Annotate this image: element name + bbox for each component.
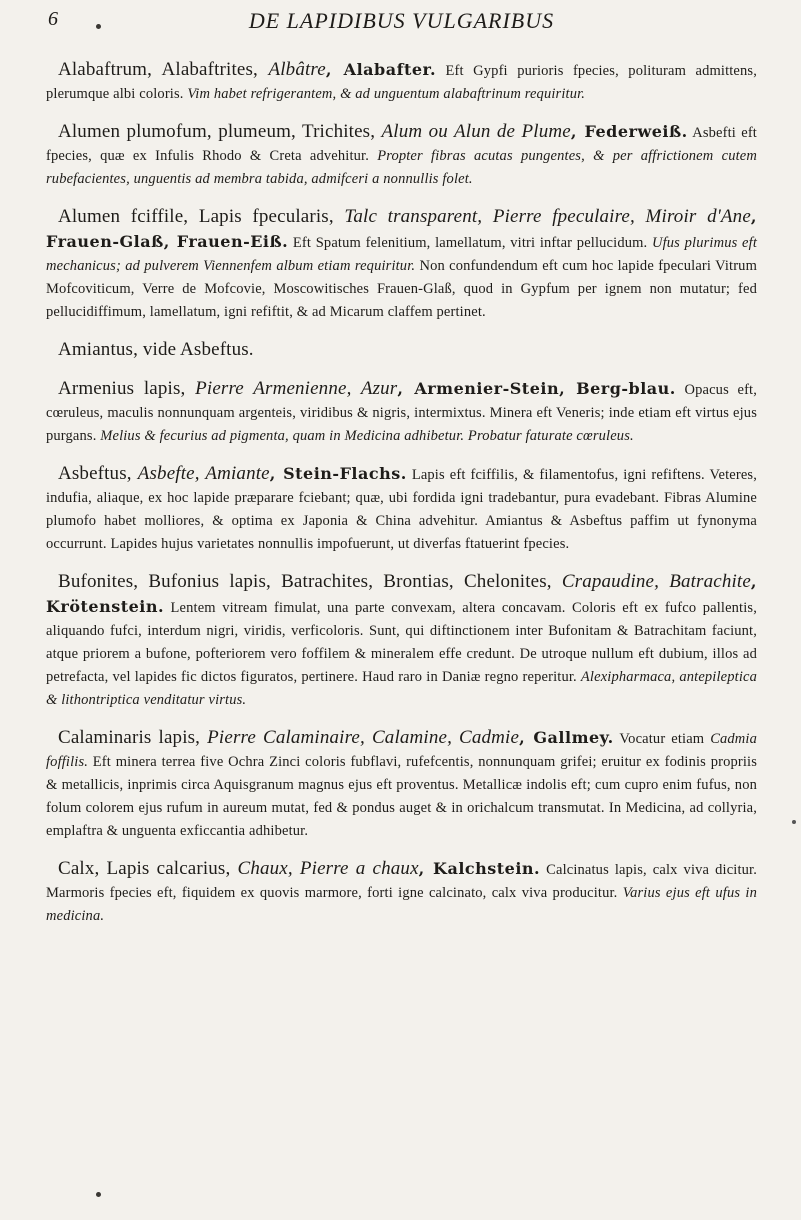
running-title: DE LAPIDIBUS VULGARIBUS [248,8,555,33]
entry-description: Eft Gypfi purioris fpecies, polituram admittens, plerumque albi coloris. [46,63,757,102]
entry-headword: Alumen fciffile, Lapis fpecularis, [58,206,345,227]
entry-german-name: , Kalchstein. [418,859,541,878]
entry-german-name: , Krötenstein. [46,572,757,616]
entry-description: Lentem vitream fimulat, una parte convexam, altera concavam. Coloris eft ex fufco pallentis, aliquando fufci, interdum nigri, viridis, verficoloris. Sunt, qui diftinctionem inter Bufonitam & Batrachitam faciunt, atque priorem a bufone, pofteriorem vero foffilem & mineralem effe credunt. De utroque nullum eft dubium, illos ad petrefacta, vel lapides fic dictos figuratos, pertinere. Haud raro in Daniæ regno reperitur. [46,600,757,685]
entry-french-name: Pierre Calaminaire, Calamine, Cadmie [207,727,520,748]
page-header [46,0,757,44]
entry-usage-note: Propter fibras acutas pungentes, & per affrictionem cutem rubefacientes, unguentis ad membra tabida, admifceri a nonnullis folet. [46,148,757,187]
dictionary-entry [46,120,757,191]
entry-description: Asbefti eft fpecies, quæ ex Infulis Rhodo & Creta advehitur. [46,125,757,164]
entry-description-continued: Non confundendum eft cum hoc lapide fpeculari Vitrum Mofcoviticum, Verre de Mofcovie, Moscowitisches Frauen-Glaß, quod in Gypfum per ignem non mutatur; fed pellucidiffimum, lamellatum, igni refiftit, & ad Micarum claffem pertinet. [46,258,757,320]
entry-description: Eft Spatum felenitium, lamellatum, vitri inftar pellucidum. [292,235,652,251]
entry-headword: Alumen plumofum, plumeum, Trichites, [58,121,382,142]
entry-french-name: Alum ou Alun de Plume [381,121,571,142]
entry-french-name: Asbefte, Amiante [137,463,270,484]
dictionary-entry [46,205,757,324]
dictionary-entry [46,338,757,363]
entry-description: Calcinatus lapis, calx viva dicitur. Marmoris fpecies eft, fiquidem ex quovis marmore, forti igne calcinato, calx viva producitur. [46,862,757,901]
entry-paragraph [46,377,757,448]
dictionary-entry [46,462,757,556]
entry-headword: Bufonites, Bufonius lapis, Batrachites, Brontias, Chelonites, [58,571,562,592]
dictionary-entry [46,857,757,928]
margin-mark [792,820,796,824]
entry-usage-note: Vim habet refrigerantem, & ad unguentum alabaftrinum requiritur. [187,86,586,102]
entry-german-name: , Gallmey. [519,728,614,747]
entry-german-name: , Stein-Flachs. [269,464,407,483]
entry-french-name: Chaux, Pierre a chaux [237,858,419,879]
dictionary-entry [46,726,757,843]
entry-paragraph [46,58,757,106]
dictionary-entry [46,570,757,712]
dictionary-entry [46,377,757,448]
entry-headword: Asbeftus, [58,463,138,484]
entry-paragraph [46,857,757,928]
entry-french-name: Talc transparent, Pierre fpeculaire, Miroir d'Ane [344,206,751,227]
entry-usage-note: Cadmia foffilis. [46,731,758,770]
entry-usage-note: Melius & fecurius ad pigmenta, quam in Medicina adhibetur. Probatur faturate cœruleus. [100,428,634,444]
entry-usage-note: Ufus plurimus eft mechanicus; ad pulverem Viennenfem album etiam requiritur. [46,235,758,274]
entry-german-name: , Frauen-Glaß, Frauen-Eiß. [46,207,757,251]
entry-usage-note: Varius ejus eft ufus in medicina. [46,885,757,924]
entry-paragraph [46,338,757,363]
entry-french-name: Crapaudine, Batrachite [561,571,751,592]
entry-description: Vocatur etiam [619,731,711,747]
entry-paragraph [46,205,757,324]
entry-headword: Amiantus, vide Asbeftus. [58,339,254,360]
entry-description-continued: Eft minera terrea five Ochra Zinci coloris fubflavi, rufefcentis, nonnunquam grifei; eruitur ex fodinis propriis & metallicis, inprimis circa Aquisgranum magnus ejus eft proventus. Metallicæ indolis eft; cum cupro enim fufus, non folum colorem ejus rufum in aureum mutat, fed & pondus auget & in orichalcum transmutat. In Medicina, ad collyria, emplaftra & unguenta exficcantia adhibetur. [46,754,757,839]
entry-headword: Calx, Lapis calcarius, [58,858,238,879]
entry-headword: Alabaftrum, Alabaftrites, [58,59,269,80]
entry-headword: Armenius lapis, [58,378,196,399]
entry-paragraph [46,726,757,843]
entry-german-name: , Alabafter. [325,60,437,79]
entry-paragraph [46,120,757,191]
page-number: 6 [48,8,59,30]
entry-description: Lapis eft fciffilis, & filamentofus, igni refiftens. Veteres, indufia, aliaque, ex hoc lapide præparare fciebant; quæ, ubi fordida igni tradebantur, pura evadebant. Fibras Alumine plumofo habet molliores, & optima ex Japonia & China advehitur. Amiantus & Asbeftus paffim ut fynonyma occurrunt. Lapides hujus varietates nonnullis impofuerunt, ut diverfas ftatuerint fpecies. [46,467,757,552]
entry-paragraph [46,462,757,556]
ink-dot [96,1192,101,1197]
entry-french-name: Albâtre [268,59,326,80]
entry-paragraph [46,570,757,712]
entry-german-name: , Federweiß. [570,122,688,141]
entry-german-name: , Armenier-Stein, Berg-blau. [397,379,676,398]
entry-list [46,58,757,928]
entry-description: Opacus eft, cœruleus, maculis nonnunquam argenteis, viridibus & nigris, intermixtus. Minera eft Veneris; inde etiam eft virtus ejus purgans. [46,382,757,444]
entry-french-name: Pierre Armenienne, Azur [195,378,398,399]
dictionary-entry [46,58,757,106]
entry-headword: Calaminaris lapis, [58,727,208,748]
entry-usage-note: Alexipharmaca, antepileptica & lithontriptica venditatur virtus. [46,669,757,708]
